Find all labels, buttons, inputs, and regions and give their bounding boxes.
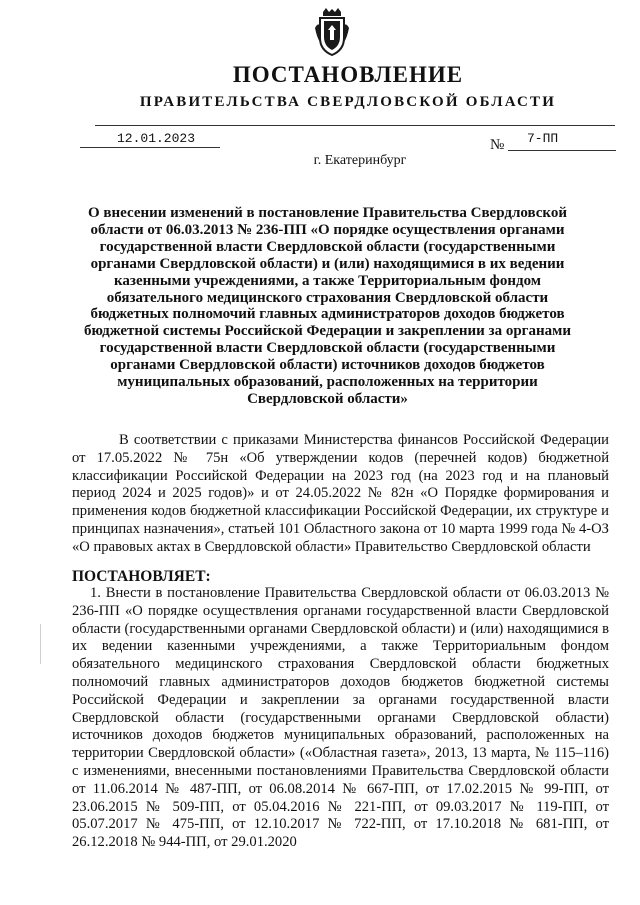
document-date: 12.01.2023 bbox=[117, 131, 196, 146]
header-divider bbox=[95, 125, 615, 126]
preamble-paragraph: В соответствии с приказами Министерства финансов Российской Федерации от 17.05.2022 № 75н «Об утверждении кодов (перечней кодов) бюджетной классификации Российской Федерации на 2023 год (на 2023 год и на плановый период 2024 и 2025 годов)» и от 24.05.2022 № 82н «О Порядке формирования и применения кодов бюджетной классификации Российской Федерации, их структуре и принципах назначения», статьей 101 Областного закона от 10 марта 1999 года № 4-ОЗ «О правовых актах в Свердловской области» Правительство Свердловской области bbox=[72, 432, 609, 555]
margin-mark bbox=[40, 624, 41, 664]
document-heading: О внесении изменений в постановление Правительства Свердловской области от 06.03.2013 № 236-ПП «О порядке осуществления органами государственной власти Свердловской области (государственными органами Свердловской области) и (или) находящимися в их ведении казенными учреждениями, а также Территориальным фондом обязательного медицинского страхования Свердловской области бюджетных полномочий главных администраторов доходов бюджетов бюджетной системы Российской Федерации и закреплении за органами государственной власти Свердловской области (государственными органами Свердловской области) источников доходов бюджетов муниципальных образований, расположенных на территории Свердловской области» bbox=[84, 205, 571, 407]
number-underline bbox=[508, 150, 616, 151]
number-label: № bbox=[490, 137, 505, 153]
document-title: ПОСТАНОВЛЕНИЕ bbox=[232, 62, 464, 87]
decree-word: ПОСТАНОВЛЯЕТ: bbox=[72, 568, 211, 585]
clause-1-paragraph: 1. Внести в постановление Правительства Свердловской области от 06.03.2013 № 236-ПП «О порядке осуществления органами государственной власти Свердловской области (государственными органами Свердловской области) и (или) находящимися в их ведении казенными учреждениями, а также Территориальным фондом обязательного медицинского страхования Свердловской области бюджетных полномочий главных администраторов доходов бюджетов бюджетной системы Российской Федерации и закреплении за органами государственной власти Свердловской области (государственными органами Свердловской области) источников доходов бюджетов муниципальных образований, расположенных на территории Свердловской области» («Областная газета», 2013, 13 марта, № 115–116) с изменениями, внесенными постановлениями Правительства Свердловской области от 11.06.2014 № 487-ПП, от 06.08.2014 № 667-ПП, от 17.02.2015 № 99-ПП, от 23.06.2015 № 509-ПП, от 05.04.2016 № 221-ПП, от 09.03.2017 № 119-ПП, от 05.07.2017 № 475-ПП, от 12.10.2017 № 722-ПП, от 17.10.2018 № 681-ПП, от 26.12.2018 № 944-ПП, от 29.01.2020 bbox=[72, 585, 609, 851]
document-number: 7-ПП bbox=[527, 131, 559, 146]
document-subtitle: ПРАВИТЕЛЬСТВА СВЕРДЛОВСКОЙ ОБЛАСТИ bbox=[139, 94, 557, 110]
coat-of-arms-emblem bbox=[315, 8, 349, 56]
document-city: г. Екатеринбург bbox=[313, 153, 407, 168]
date-underline bbox=[80, 147, 220, 148]
